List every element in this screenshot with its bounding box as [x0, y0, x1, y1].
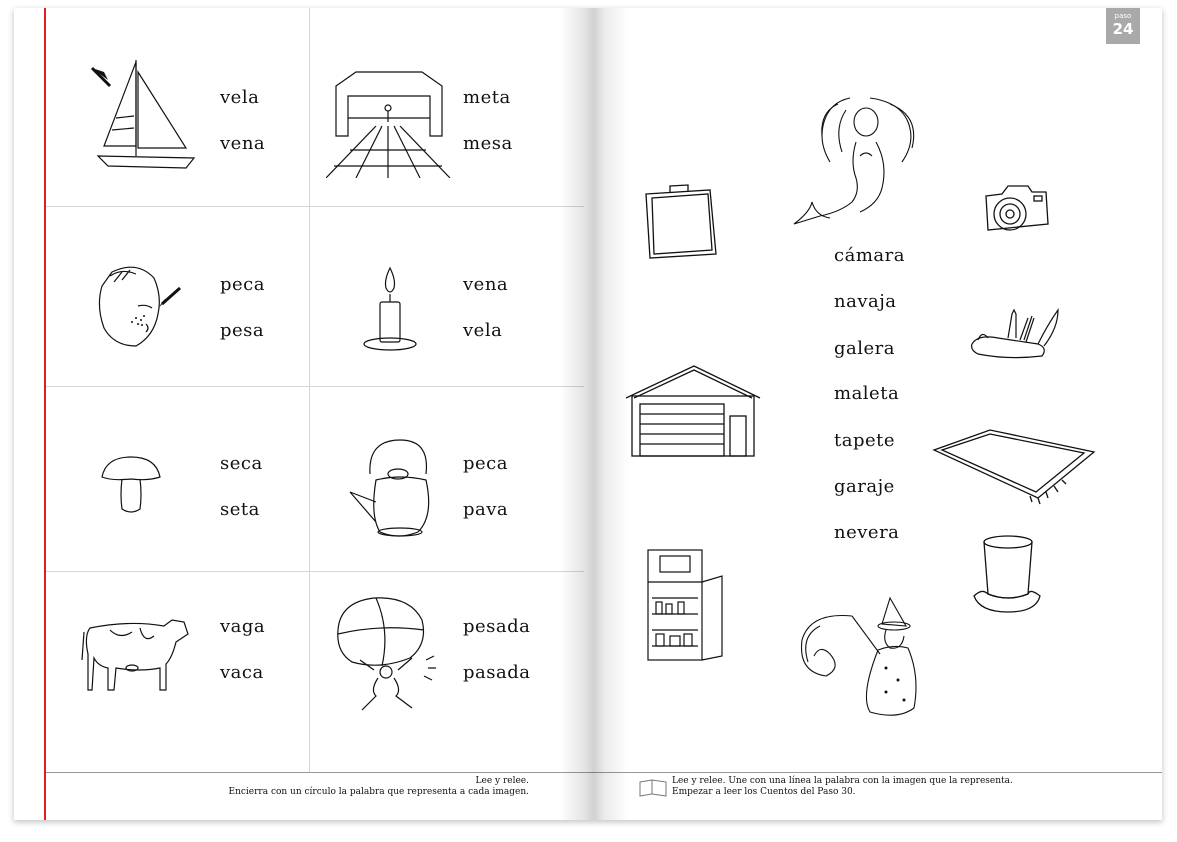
word-option[interactable]: pava — [463, 499, 509, 520]
instruction-text: Encierra con un círculo la palabra que representa a cada imagen. — [228, 787, 529, 797]
word-item[interactable]: nevera — [834, 522, 900, 543]
suitcase-icon — [640, 184, 720, 260]
refrigerator-icon — [644, 546, 726, 664]
book-spread — [14, 8, 1162, 820]
grid-divider — [46, 386, 584, 387]
word-item[interactable]: garaje — [834, 476, 895, 497]
kettle-icon — [346, 436, 438, 540]
word-option[interactable]: pasada — [463, 662, 531, 683]
word-item[interactable]: maleta — [834, 383, 900, 404]
word-item[interactable]: navaja — [834, 291, 897, 312]
book-icon — [638, 778, 668, 798]
garage-icon — [624, 364, 762, 460]
candle-icon — [362, 266, 418, 352]
word-item[interactable]: tapete — [834, 430, 896, 451]
camera-icon — [980, 180, 1054, 238]
word-option[interactable]: seta — [220, 499, 260, 520]
word-option[interactable]: vena — [220, 133, 266, 154]
word-option[interactable]: seca — [220, 453, 263, 474]
rug-icon — [930, 426, 1098, 506]
right-page — [584, 8, 1162, 820]
left-page — [14, 8, 584, 820]
grid-divider — [309, 8, 310, 772]
word-option[interactable]: pesada — [463, 616, 531, 637]
word-option[interactable]: meta — [463, 87, 511, 108]
grid-divider — [46, 571, 584, 572]
word-item[interactable]: cámara — [834, 245, 905, 266]
step-badge — [1106, 8, 1140, 44]
word-option[interactable]: peca — [220, 274, 265, 295]
red-margin-line — [44, 8, 46, 820]
wizard-icon — [790, 596, 930, 720]
word-item[interactable]: galera — [834, 338, 895, 359]
word-option[interactable]: vaga — [220, 616, 266, 637]
instruction-text: Lee y relee. Une con una línea la palabra con la imagen que la representa. — [672, 776, 1013, 786]
finish-line-icon — [326, 66, 452, 178]
man-carrying-load-icon — [330, 594, 440, 712]
word-option[interactable]: peca — [463, 453, 508, 474]
word-option[interactable]: pesa — [220, 320, 265, 341]
step-number: 24 — [1112, 20, 1134, 38]
sailboat-icon — [86, 58, 198, 173]
freckled-face-icon — [92, 262, 182, 352]
footer-divider — [584, 772, 1162, 773]
mermaid-icon — [790, 92, 940, 228]
word-option[interactable]: vaca — [220, 662, 264, 683]
footer-divider — [46, 772, 584, 773]
mushroom-icon — [98, 455, 164, 515]
top-hat-icon — [970, 532, 1044, 616]
instruction-text: Empezar a leer los Cuentos del Paso 30. — [672, 787, 856, 797]
word-option[interactable]: vela — [463, 320, 503, 341]
grid-divider — [46, 206, 584, 207]
pocket-knife-icon — [968, 304, 1062, 364]
instruction-title: Lee y relee. — [475, 776, 529, 786]
word-option[interactable]: mesa — [463, 133, 513, 154]
cow-icon — [80, 614, 192, 694]
word-option[interactable]: vela — [220, 87, 260, 108]
step-label: paso — [1114, 12, 1132, 20]
word-option[interactable]: vena — [463, 274, 509, 295]
